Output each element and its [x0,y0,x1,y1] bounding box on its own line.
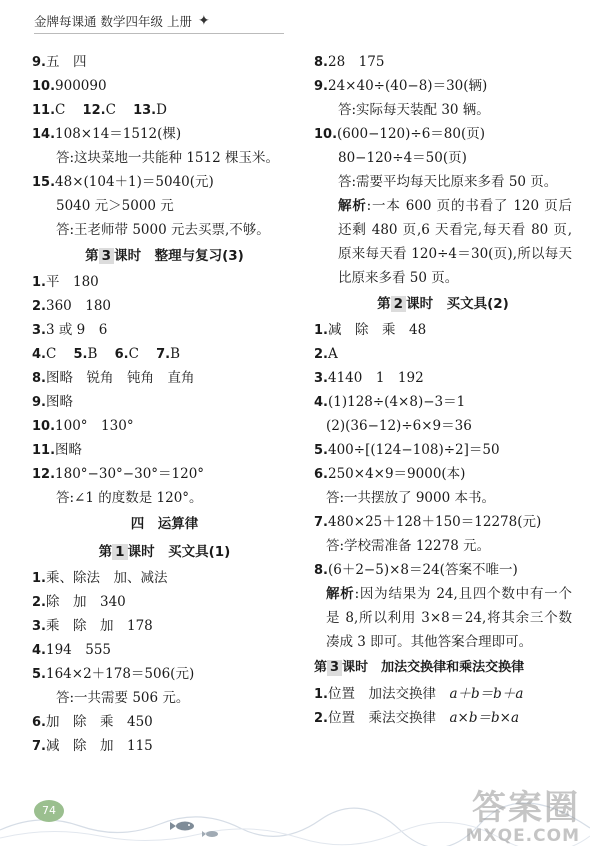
answer-line: 答:∠1 的度数是 120°。 [56,490,203,506]
answer-line: 15.48×(104＋1)＝5040(元) [32,174,214,190]
unit-heading: 四 运算律 [130,516,199,532]
answer-line: 9.24×40÷(40−8)＝30(辆) [314,78,488,94]
analysis-note: 解析:一本 600 页的书看了 120 页后还剩 480 页,6 天看完,每天看 80 页,原来每天看 120÷4＝30(页),所以每天比原来多看 50 页。 [338,198,573,286]
answer-line: 答:王老师带 5000 元去买票,不够。 [56,222,270,238]
answer-line: (2)(36−12)÷6×9＝36 [326,418,472,434]
answer-line: 2.位置 乘法交换律 a×b＝b×a [314,710,519,726]
fish-icon [202,831,218,837]
answer-line: 答:学校需准备 12278 元。 [326,538,491,554]
answer-line: 1.平 180 [32,274,99,290]
answer-line: 1.减 除 乘 48 [314,322,427,338]
answer-line: 1.位置 加法交换律 a＋b＝b＋a [314,686,524,702]
answer-line: 4.194 555 [32,642,112,658]
answer-line: 答:需要平均每天比原来多看 50 页。 [338,174,558,190]
answer-line: 7.减 除 加 115 [32,738,153,754]
answer-line: 答:这块菜地一共能种 1512 棵玉米。 [56,150,279,166]
left-column [32,50,297,758]
answer-line: 12.180°−30°−30°＝120° [32,466,205,482]
book-title: 金牌每课通 [34,14,97,29]
answer-line: 6.250×4×9＝9000(本) [314,466,466,482]
answer-line: 8.(6＋2−5)×8＝24(答案不唯一) [314,562,518,578]
site-watermark: 答案圈 MXQE.COM [465,788,580,846]
answer-line: 3.4140 1 192 [314,370,424,386]
answer-line: 10.900090 [32,78,107,94]
answer-line: 6.加 除 乘 450 [32,714,153,730]
answer-line: 10.100° 130° [32,418,134,434]
subject-label: 数学四年级 [100,14,164,29]
lesson-heading: 第 2 课时 买文具(2) [377,296,509,312]
fish-icon [170,822,194,831]
answer-line: 2.A [314,346,338,362]
answer-line: 5.164×2＋178＝506(元) [32,666,195,682]
answer-line: 4.(1)128÷(4×8)−3＝1 [314,394,466,410]
answer-line: 2.除 加 340 [32,594,126,610]
answer-line: 2.360 180 [32,298,112,314]
answer-line: 8.图略 锐角 钝角 直角 [32,370,195,386]
answer-line: 答:实际每天装配 30 辆。 [338,102,490,118]
right-column [314,50,572,730]
answer-line: 7.480×25＋128＋150＝12278(元) [314,514,542,530]
answer-line: 1.乘、除法 加、减法 [32,570,168,586]
answer-line: 80−120÷4＝50(页) [338,150,467,166]
answer-line: 10.(600−120)÷6＝80(页) [314,126,486,142]
page-header [34,12,210,30]
sparkle-icon: ✦ [198,13,210,29]
answer-line: 11.图略 [32,442,83,458]
volume-label: 上册 [167,14,193,29]
answer-line: 8.28 175 [314,54,385,70]
answer-line: 4.C 5.B 6.C 7.B [32,346,180,362]
lesson-heading: 第 3 课时 整理与复习(3) [85,248,244,264]
header-rule [34,33,284,34]
lesson-heading: 第 3 课时 加法交换律和乘法交换律 [314,660,525,675]
answer-line: 3.3 或 9 6 [32,322,108,338]
answer-line: 9.图略 [32,394,73,410]
answer-line: 3.乘 除 加 178 [32,618,153,634]
answer-line: 9.五 四 [32,54,87,70]
answer-line: 5.400÷[(124−108)÷2]＝50 [314,442,500,458]
lesson-heading: 第 1 课时 买文具(1) [98,544,231,560]
answer-line: 5040 元＞5000 元 [56,198,174,214]
answer-line: 14.108×14＝1512(棵) [32,126,182,142]
answer-line: 11.C 12.C 13.D [32,102,167,118]
answer-line: 答:一共摆放了 9000 本书。 [326,490,495,506]
page-number-badge: 74 [34,800,64,822]
analysis-note: 解析:因为结果为 24,且四个数中有一个是 8,所以利用 3×8＝24,将其余三个数凑成 3 即可。其他答案合理即可。 [326,586,573,650]
answer-line: 答:一共需要 506 元。 [56,690,190,706]
